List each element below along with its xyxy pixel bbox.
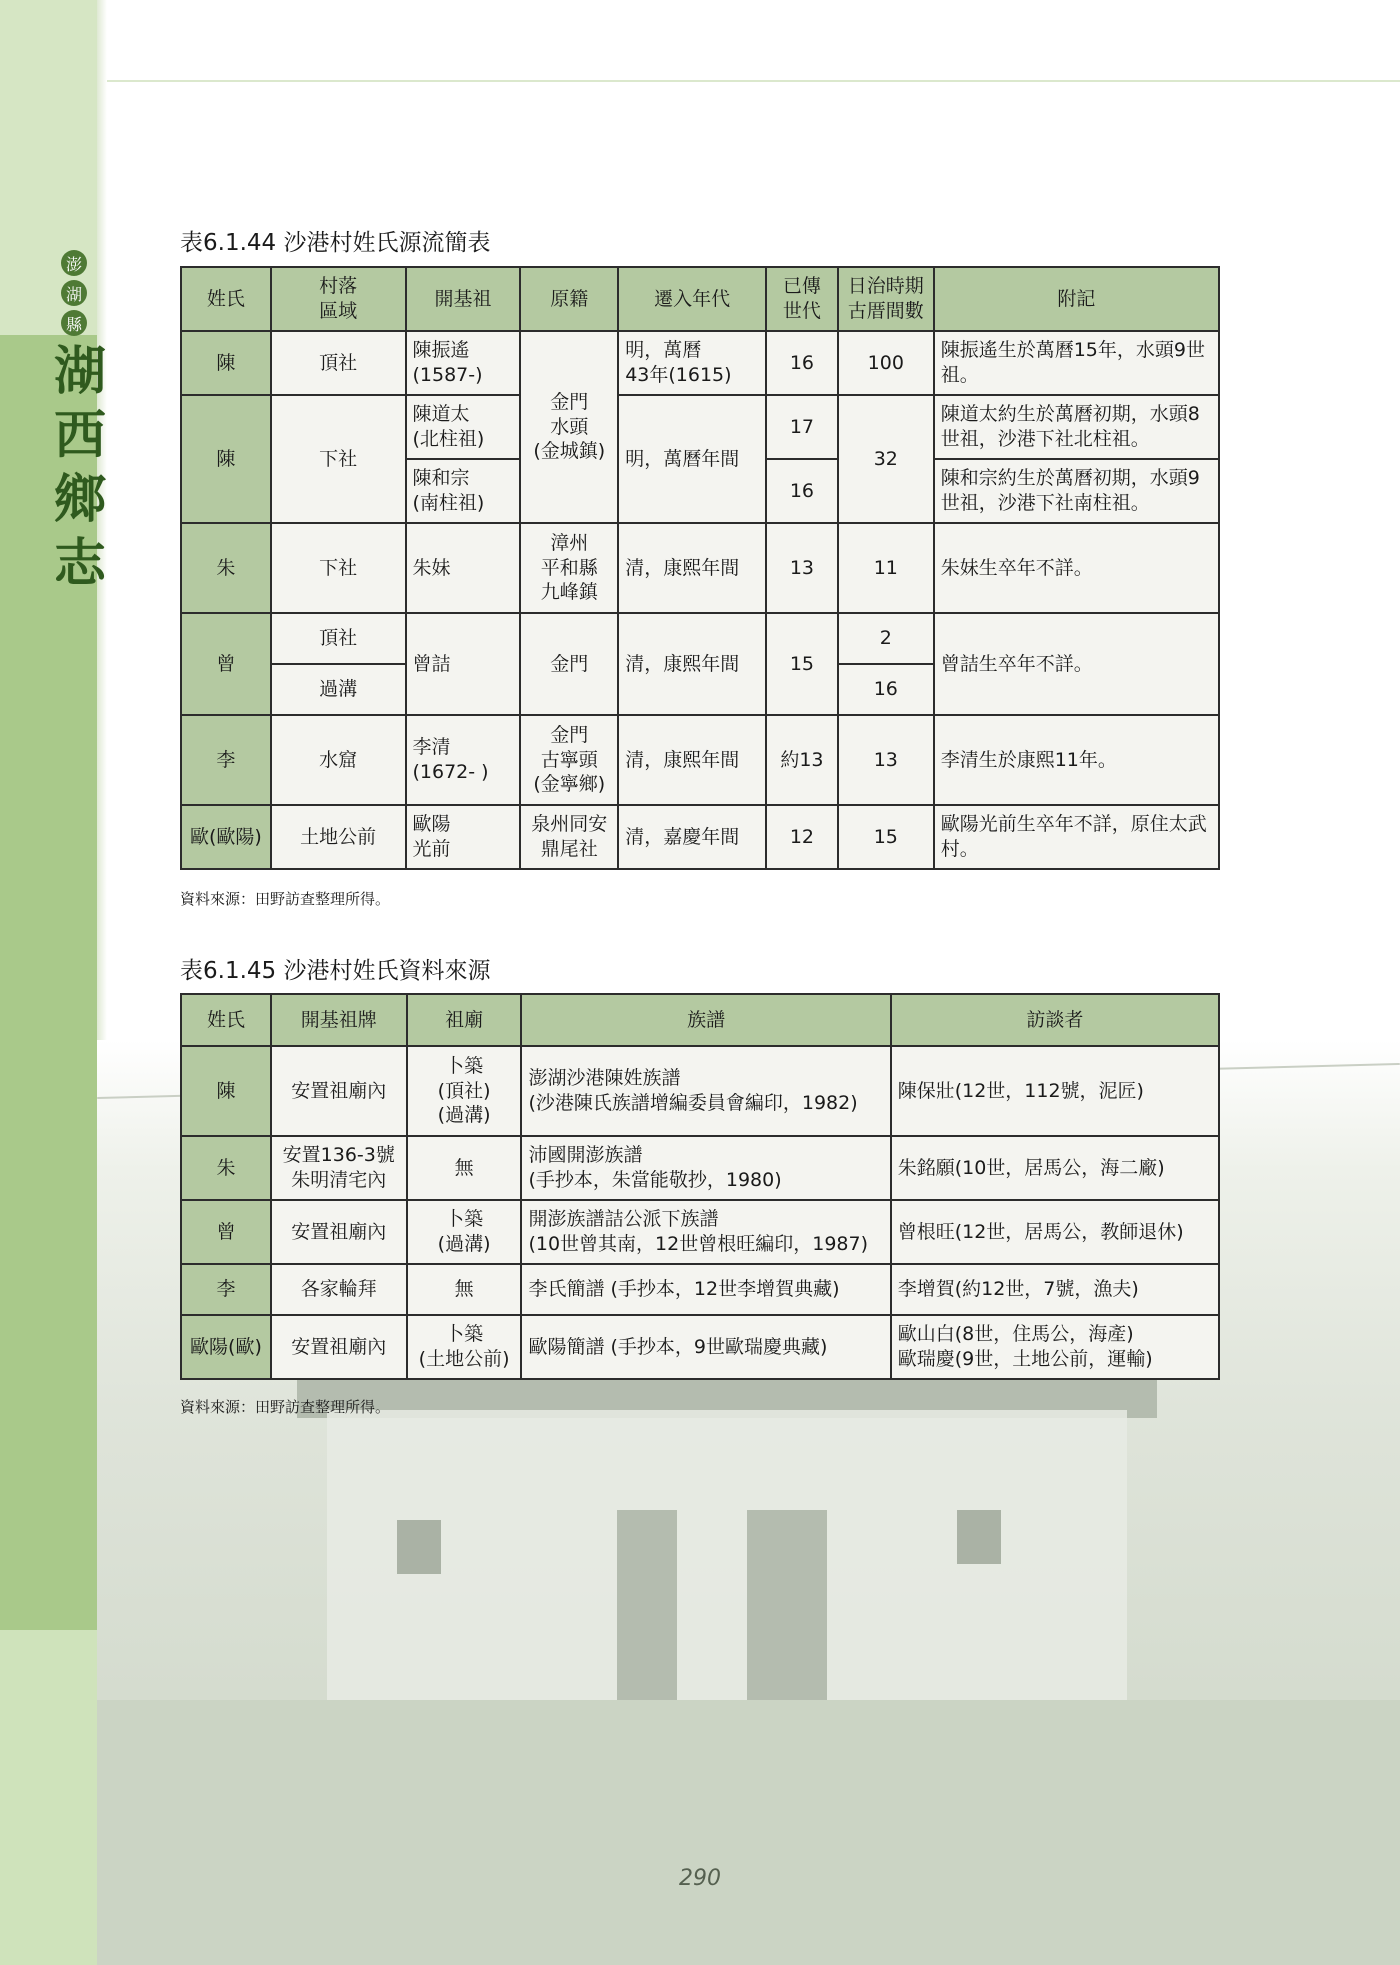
genealogy-cell: 歐陽簡譜 (手抄本，9世歐瑞慶典藏) — [521, 1315, 890, 1379]
interviewee-cell: 李增賀(約12世，7號，漁夫) — [891, 1264, 1219, 1315]
origin-cell: 漳州 平和縣 九峰鎮 — [520, 523, 618, 613]
area-cell: 土地公前 — [271, 805, 406, 869]
generation-cell: 約13 — [766, 715, 838, 805]
era-cell: 清，嘉慶年間 — [618, 805, 766, 869]
header-surname: 姓氏 — [181, 994, 271, 1046]
book-title-char: 湖 — [53, 341, 106, 402]
book-title-char: 志 — [53, 533, 106, 594]
ancestor-cell: 曾詰 — [406, 613, 521, 715]
genealogy-cell: 沛國開澎族譜 (手抄本，朱當能敬抄，1980) — [521, 1136, 890, 1200]
origin-cell: 金門 — [520, 613, 618, 715]
header-tablet: 開基祖牌 — [271, 994, 407, 1046]
houses-cell: 13 — [838, 715, 934, 805]
header-genealogy: 族譜 — [521, 994, 890, 1046]
generation-cell: 12 — [766, 805, 838, 869]
surname-cell: 陳 — [181, 395, 271, 523]
area-cell: 水窟 — [271, 715, 406, 805]
table-row — [181, 1136, 1219, 1200]
note-cell: 陳道太約生於萬曆初期，水頭8世祖，沙港下社北柱祖。 — [934, 395, 1219, 459]
temple-cell: 卜築 (過溝) — [407, 1200, 522, 1264]
ancestor-cell: 陳振遙 (1587-) — [406, 331, 521, 395]
photo-house — [327, 1410, 1127, 1700]
table-row — [181, 523, 1219, 613]
houses-cell: 32 — [838, 395, 934, 523]
surname-origin-table — [180, 266, 1220, 870]
header-ancestor: 開基祖 — [406, 267, 521, 331]
table-row — [181, 1264, 1219, 1315]
header-temple: 祖廟 — [407, 994, 522, 1046]
table-row — [181, 715, 1219, 805]
header-origin: 原籍 — [520, 267, 618, 331]
header-generations: 已傳 世代 — [766, 267, 838, 331]
surname-cell: 李 — [181, 715, 271, 805]
surname-cell: 朱 — [181, 1136, 271, 1200]
ancestor-cell: 朱妹 — [406, 523, 521, 613]
tablet-cell: 安置祖廟內 — [271, 1046, 407, 1136]
county-label — [60, 250, 88, 336]
houses-cell: 100 — [838, 331, 934, 395]
tablet-cell: 各家輪拜 — [271, 1264, 407, 1315]
surname-cell: 陳 — [181, 331, 271, 395]
county-char: 縣 — [61, 310, 87, 336]
surname-cell: 歐陽(歐) — [181, 1315, 271, 1379]
note-cell: 朱妹生卒年不詳。 — [934, 523, 1219, 613]
book-title-char: 西 — [53, 405, 106, 466]
surname-cell: 歐(歐陽) — [181, 805, 271, 869]
table-row — [181, 331, 1219, 395]
book-title-char: 鄉 — [53, 469, 106, 530]
temple-cell: 無 — [407, 1264, 522, 1315]
photo-window — [397, 1520, 441, 1574]
area-cell: 頂社 — [271, 331, 406, 395]
table-row — [181, 1200, 1219, 1264]
header-interviewee: 訪談者 — [891, 994, 1219, 1046]
temple-cell: 卜築 (頂社) (過溝) — [407, 1046, 522, 1136]
sidebar-band-bottom — [0, 1630, 97, 1965]
table2-source: 資料來源：田野訪查整理所得。 — [180, 1398, 391, 1416]
photo-ground — [97, 1700, 1400, 1965]
origin-cell: 金門 水頭 (金城鎮) — [520, 331, 618, 523]
temple-cell: 無 — [407, 1136, 522, 1200]
table1-title: 表6.1.44 沙港村姓氏源流簡表 — [180, 230, 491, 256]
houses-cell: 16 — [838, 664, 934, 715]
generation-cell: 16 — [766, 459, 838, 523]
county-char: 湖 — [61, 280, 87, 306]
houses-cell: 11 — [838, 523, 934, 613]
generation-cell: 16 — [766, 331, 838, 395]
houses-cell: 15 — [838, 805, 934, 869]
ancestor-cell: 李清 (1672- ) — [406, 715, 521, 805]
header-note: 附記 — [934, 267, 1219, 331]
area-cell: 過溝 — [271, 664, 406, 715]
generation-cell: 15 — [766, 613, 838, 715]
area-cell: 下社 — [271, 523, 406, 613]
table-row — [181, 1046, 1219, 1136]
interviewee-cell: 曾根旺(12世，居馬公，教師退休) — [891, 1200, 1219, 1264]
note-cell: 曾詰生卒年不詳。 — [934, 613, 1219, 715]
tablet-cell: 安置祖廟內 — [271, 1315, 407, 1379]
genealogy-cell: 李氏簡譜 (手抄本，12世李增賀典藏) — [521, 1264, 890, 1315]
table-row — [181, 613, 1219, 664]
houses-cell: 2 — [838, 613, 934, 664]
era-cell: 明，萬曆 43年(1615) — [618, 331, 766, 395]
tablet-cell: 安置祖廟內 — [271, 1200, 407, 1264]
surname-cell: 曾 — [181, 1200, 271, 1264]
ancestor-cell: 陳道太 (北柱祖) — [406, 395, 521, 459]
surname-cell: 陳 — [181, 1046, 271, 1136]
surname-sources-table — [180, 993, 1220, 1380]
table-row — [181, 395, 1219, 459]
county-char: 澎 — [61, 250, 87, 276]
surname-cell: 李 — [181, 1264, 271, 1315]
era-cell: 清，康熙年間 — [618, 613, 766, 715]
header-surname: 姓氏 — [181, 267, 271, 331]
era-cell: 明，萬曆年間 — [618, 395, 766, 523]
header-houses: 日治時期 古厝間數 — [838, 267, 934, 331]
genealogy-cell: 開澎族譜詰公派下族譜 (10世曾其南，12世曾根旺編印，1987) — [521, 1200, 890, 1264]
interviewee-cell: 朱銘願(10世，居馬公，海二廠) — [891, 1136, 1219, 1200]
photo-door — [747, 1510, 827, 1700]
ancestor-cell: 歐陽 光前 — [406, 805, 521, 869]
origin-cell: 金門 古寧頭 (金寧鄉) — [520, 715, 618, 805]
note-cell: 歐陽光前生卒年不詳，原住太武村。 — [934, 805, 1219, 869]
generation-cell: 17 — [766, 395, 838, 459]
tablet-cell: 安置136-3號 朱明清宅內 — [271, 1136, 407, 1200]
era-cell: 清，康熙年間 — [618, 715, 766, 805]
header-rule — [107, 80, 1400, 82]
area-cell: 頂社 — [271, 613, 406, 664]
header-era: 遷入年代 — [618, 267, 766, 331]
temple-cell: 卜築 (土地公前) — [407, 1315, 522, 1379]
table2-title: 表6.1.45 沙港村姓氏資料來源 — [180, 958, 491, 984]
genealogy-cell: 澎湖沙港陳姓族譜 (沙港陳氏族譜增編委員會編印，1982) — [521, 1046, 890, 1136]
book-title — [50, 340, 110, 596]
surname-cell: 朱 — [181, 523, 271, 613]
note-cell: 陳和宗約生於萬曆初期，水頭9世祖，沙港下社南柱祖。 — [934, 459, 1219, 523]
page-number: 290 — [679, 1866, 721, 1891]
header-area: 村落 區域 — [271, 267, 406, 331]
origin-cell: 泉州同安 鼎尾社 — [520, 805, 618, 869]
table-row — [181, 805, 1219, 869]
era-cell: 清，康熙年間 — [618, 523, 766, 613]
surname-cell: 曾 — [181, 613, 271, 715]
generation-cell: 13 — [766, 523, 838, 613]
interviewee-cell: 歐山白(8世，住馬公，海產) 歐瑞慶(9世，土地公前，運輸) — [891, 1315, 1219, 1379]
ancestor-cell: 陳和宗 (南柱祖) — [406, 459, 521, 523]
area-cell: 下社 — [271, 395, 406, 523]
table-row — [181, 1315, 1219, 1379]
table1-source: 資料來源：田野訪查整理所得。 — [180, 890, 391, 908]
note-cell: 陳振遙生於萬曆15年，水頭9世祖。 — [934, 331, 1219, 395]
photo-door — [617, 1510, 677, 1700]
note-cell: 李清生於康熙11年。 — [934, 715, 1219, 805]
photo-window — [957, 1510, 1001, 1564]
interviewee-cell: 陳保壯(12世，112號，泥匠) — [891, 1046, 1219, 1136]
